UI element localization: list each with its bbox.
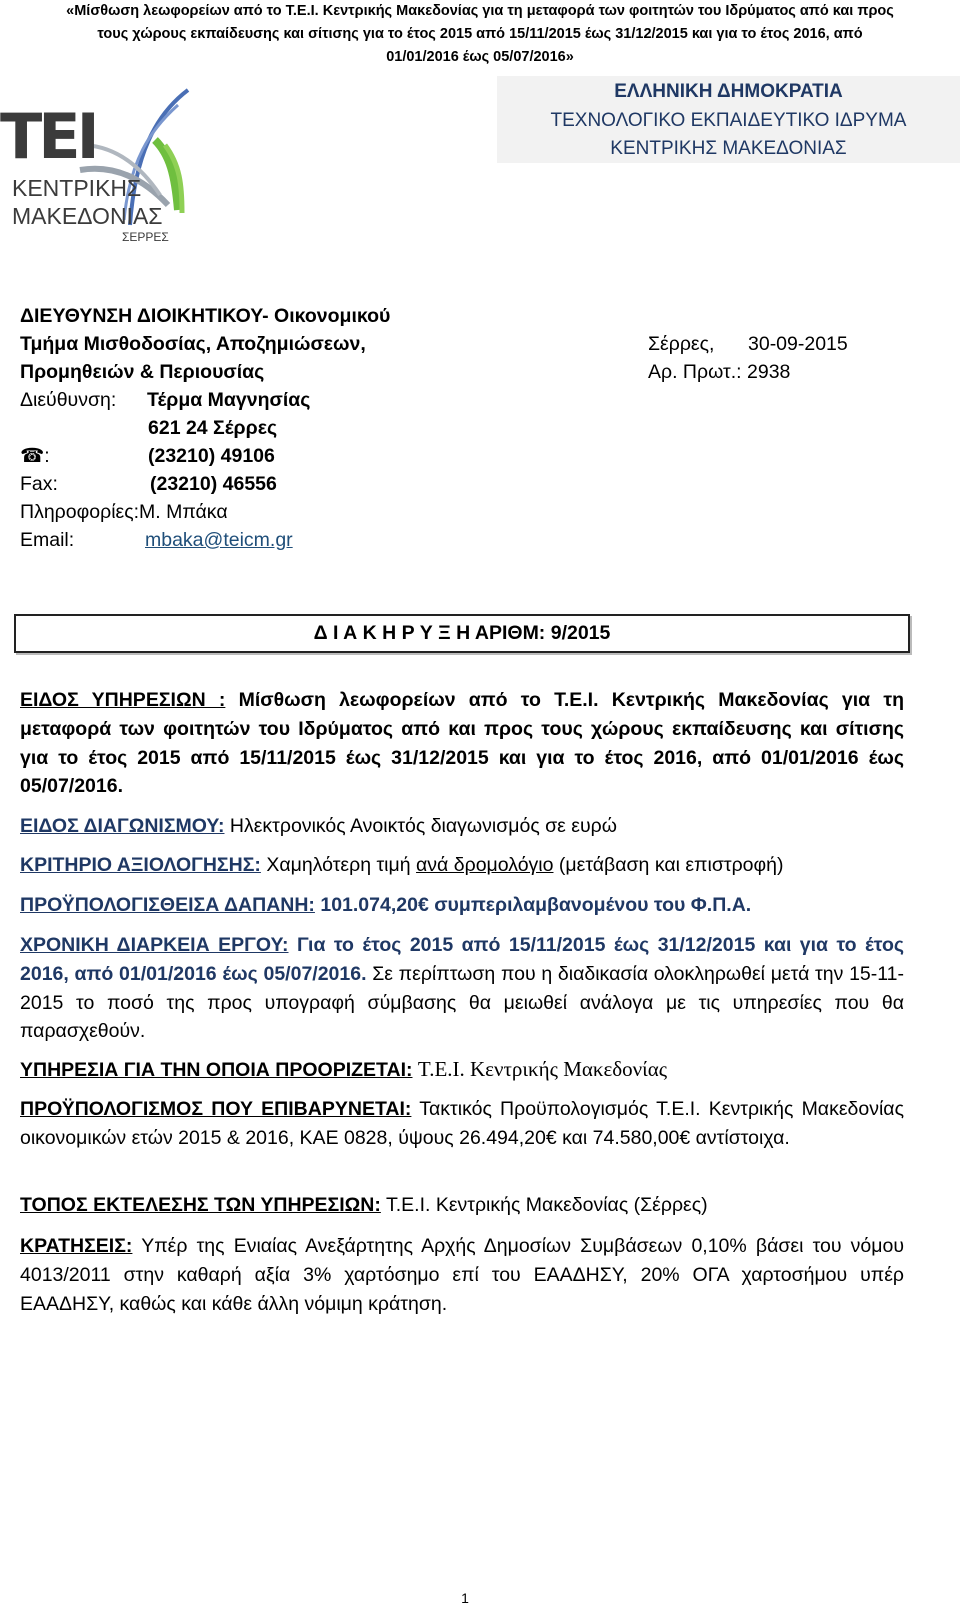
fax-label: Fax: [20, 473, 58, 495]
department-subtitle-1: Τμήμα Μισθοδοσίας, Αποζημιώσεων, [20, 333, 366, 355]
tei-logo: ΤΕΙ ΚΕΝΤΡΙΚΗΣ ΜΑΚΕΔΟΝΙΑΣ ΣΕΡΡΕΣ [0, 85, 205, 245]
protocol-number: Αρ. Πρωτ.: 2938 [648, 361, 791, 383]
fax-value: (23210) 46556 [150, 473, 277, 495]
budget-paragraph: ΠΡΟΫΠΟΛΟΓΙΣΘΕΙΣΑ ΔΑΠΑΝΗ: 101.074,20€ συμπεριλαμβανομένου του Φ.Π.Α. [20, 894, 752, 916]
department-title: ΔΙΕΥΘΥΝΣΗ ΔΙΟΙΚΗΤΙΚΟΥ- Οικονομικού [20, 305, 391, 327]
department-subtitle-2: Προμηθειών & Περιουσίας [20, 361, 265, 383]
address-label: Διεύθυνση: [20, 389, 117, 411]
deductions-paragraph: ΚΡΑΤΗΣΕΙΣ: Υπέρ της Ενιαίας Ανεξάρτητης Αρχής Δημοσίων Συμβάσεων 0,10% βάσει του νόμου 4013/2011 στην καθαρή αξία 3% χαρτόσημο επί του ΕΑΑΔΗΣΥ, 20% ΟΓΑ χαρτοσήμου υπέρ ΕΑΑΔΗΣΥ, καθώς και κάθε άλλη νόμιμη κράτηση. [20, 1235, 904, 1315]
declaration-title: Δ Ι Α Κ Η Ρ Υ Ξ Η ΑΡΙΘΜ: 9/2015 [14, 614, 910, 653]
info-contact: Πληροφορίες:Μ. Μπάκα [20, 501, 228, 523]
postal-code: 621 24 Σέρρες [148, 417, 278, 439]
document-place: Σέρρες, [648, 333, 715, 355]
email-label: Email: [20, 529, 75, 551]
charged-budget-paragraph: ΠΡΟΫΠΟΛΟΓΙΣΜΟΣ ΠΟΥ ΕΠΙΒΑΡΥΝΕΤΑΙ: Τακτικός Προϋπολογισμός Τ.Ε.Ι. Κεντρικής Μακεδονίας οικονομικών ετών 2015 & 2016, ΚΑΕ 0828, ύψους 26.494,20€ και 74.580,00€ αντίστοιχα. [20, 1098, 904, 1149]
page-number: 1 [461, 1590, 469, 1606]
phone-icon: ☎ [20, 445, 45, 467]
evaluation-criterion-paragraph: ΚΡΙΤΗΡΙΟ ΑΞΙΟΛΟΓΗΣΗΣ: Χαμηλότερη τιμή ανά δρομολόγιο (μετάβαση και επιστροφή) [20, 854, 784, 876]
institution-box: ΕΛΛΗΝΙΚΗ ΔΗΜΟΚΡΑΤΙΑ ΤΕΧΝΟΛΟΓΙΚΟ ΕΚΠΑΙΔΕΥΤΙΚΟ ΙΔΡΥΜΑ ΚΕΝΤΡΙΚΗΣ ΜΑΚΕΔΟΝΙΑΣ [497, 76, 960, 163]
document-header-title: «Μίσθωση λεωφορείων από το Τ.Ε.Ι. Κεντρικής Μακεδονίας για τη μεταφορά των φοιτητών του Ιδρύματος από και προς τους χώρους εκπαίδευσης και σίτισης για το έτος 2015 από 15/11/2015 έως 31/12/2015 και για το έτος 2016, από 01/01/2016 έως 05/07/2016» [66, 3, 894, 65]
competition-type-paragraph: ΕΙΔΟΣ ΔΙΑΓΩΝΙΣΜΟΥ: Ηλεκτρονικός Ανοικτός διαγωνισμός σε ευρώ [20, 815, 617, 837]
address-value: Τέρμα Μαγνησίας [147, 389, 311, 411]
intended-service-paragraph: ΥΠΗΡΕΣΙΑ ΓΙΑ ΤΗΝ ΟΠΟΙΑ ΠΡΟΟΡΙΖΕΤΑΙ: Τ.Ε.Ι. Κεντρικής Μακεδονίας [20, 1057, 668, 1081]
execution-place-paragraph: ΤΟΠΟΣ ΕΚΤΕΛΕΣΗΣ ΤΩΝ ΥΠΗΡΕΣΙΩΝ: Τ.Ε.Ι. Κεντρικής Μακεδονίας (Σέρρες) [20, 1194, 708, 1216]
document-date: 30-09-2015 [748, 333, 848, 355]
duration-paragraph: ΧΡΟΝΙΚΗ ΔΙΑΡΚΕΙΑ ΕΡΓΟΥ: Για το έτος 2015 από 15/11/2015 έως 31/12/2015 και για το έτος 2016, από 01/01/2016 έως 05/07/2016. Σε περίπτωση που η διαδικασία ολοκληρωθεί μετά την 15-11-2015 το ποσό της προς υπογραφή σύμβασης θα μειωθεί ανάλογα με τις υπηρεσίες που θα παρασχεθούν. [20, 934, 904, 1043]
phone-value: (23210) 49106 [148, 445, 275, 467]
phone-row: ☎: [20, 445, 50, 467]
email-link[interactable]: mbaka@teicm.gr [145, 529, 293, 551]
service-type-paragraph: ΕΙΔΟΣ ΥΠΗΡΕΣΙΩΝ : Μίσθωση λεωφορείων από το Τ.Ε.Ι. Κεντρικής Μακεδονίας για τη μεταφορά των φοιτητών του Ιδρύματος από και προς τους χώρους εκπαίδευσης και σίτισης για το έτος 2015 από 15/11/2015 έως 31/12/2015 και για το έτος 2016, από 01/01/2016 έως 05/07/2016. [20, 689, 904, 798]
